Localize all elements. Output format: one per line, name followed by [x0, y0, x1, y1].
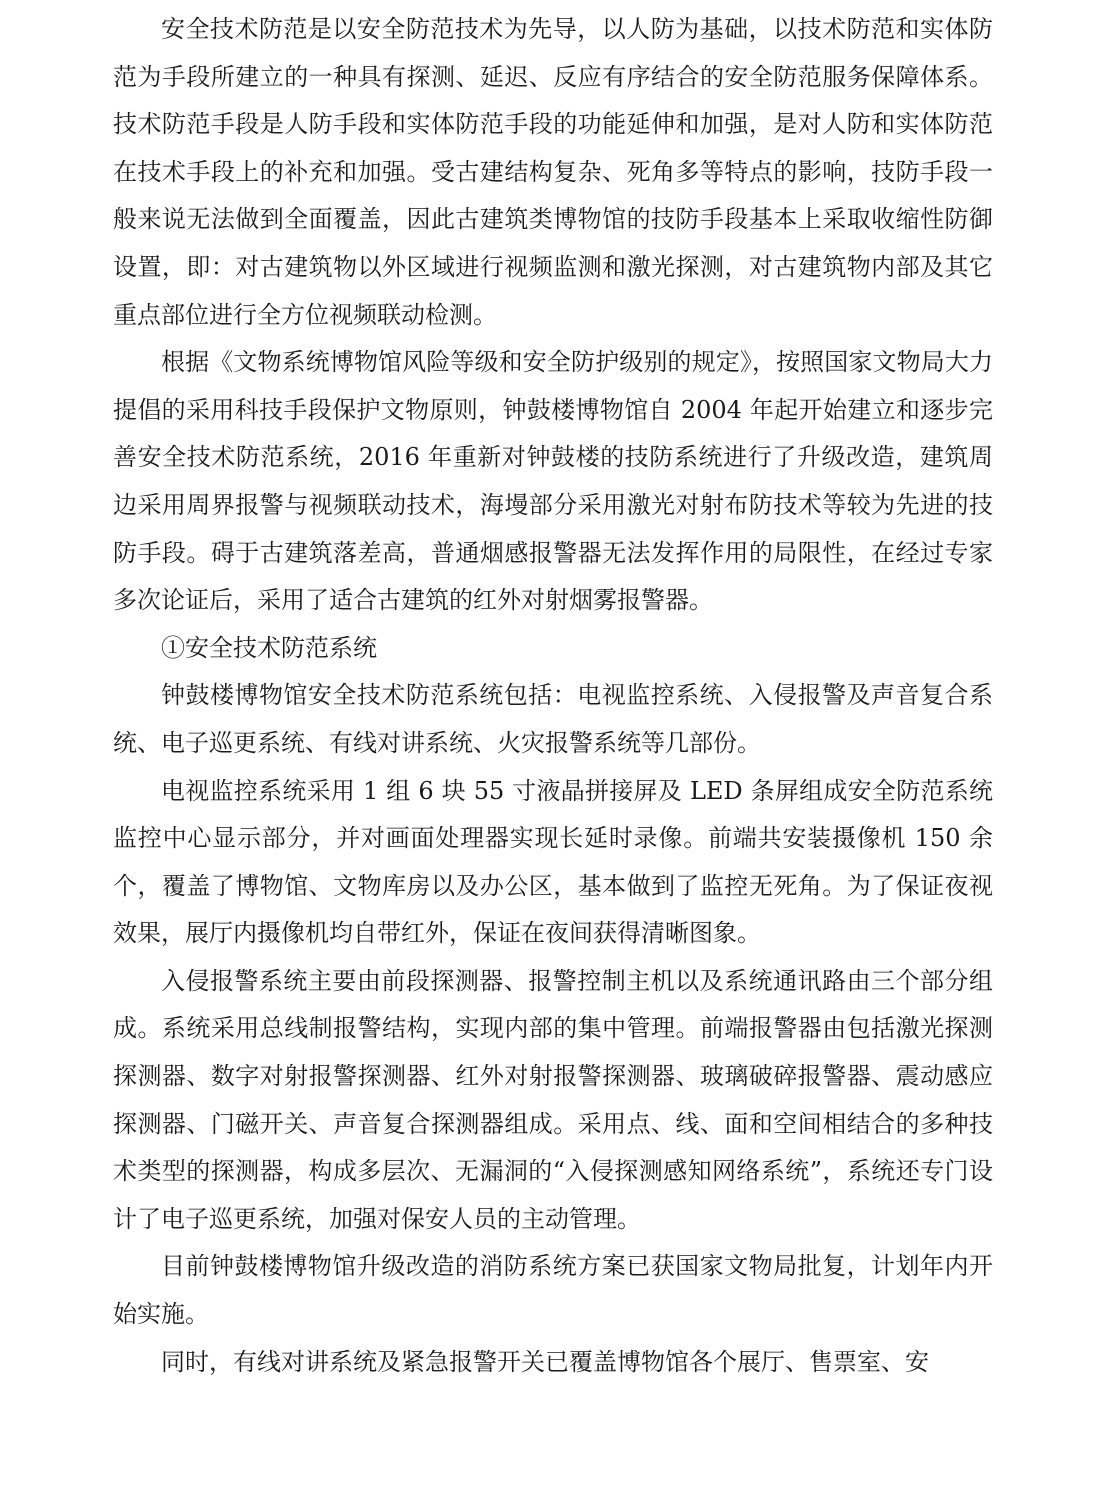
- paragraph-intercom-alarm: 同时，有线对讲系统及紧急报警开关已覆盖博物馆各个展厅、售票室、安: [161, 1347, 929, 1376]
- paragraph-video-monitoring: 电视监控系统采用 1 组 6 块 55 寸液晶拼接屏及 LED 条屏组成安全防范系统监控中心显示部分，并对画面处理器实现长延时录像。前端共安装摄像机 150 余个，覆盖了博物馆、文物库房以及办公区，基本做到了监控无死角。为了保证夜视效果，展厅内摄像机均自带红外，保证在夜间获得清晰图象。: [113, 776, 993, 948]
- paragraph-intro-security-tech: 安全技术防范是以安全防范技术为先导，以人防为基础，以技术防范和实体防范为手段所建立的一种具有探测、延迟、反应有序结合的安全防范服务保障体系。技术防范手段是人防手段和实体防范手段的功能延伸和加强，是对人防和实体防范在技术手段上的补充和加强。受古建结构复杂、死角多等特点的影响，技防手段一般来说无法做到全面覆盖，因此古建筑类博物馆的技防手段基本上采取收缩性防御设置，即：对古建筑物以外区域进行视频监测和激光探测，对古建筑物内部及其它重点部位进行全方位视频联动检测。: [113, 15, 993, 329]
- paragraph-fire-system-plan: 目前钟鼓楼博物馆升级改造的消防系统方案已获国家文物局批复，计划年内开始实施。: [113, 1252, 993, 1329]
- section-heading-security-system: ①安全技术防范系统: [161, 633, 377, 662]
- paragraph-regulation-history: 根据《文物系统博物馆风险等级和安全防护级别的规定》，按照国家文物局大力提倡的采用科技手段保护文物原则，钟鼓楼博物馆自 2004 年起开始建立和逐步完善安全技术防范系统，2016 年重新对钟鼓楼的技防系统进行了升级改造，建筑周边采用周界报警与视频联动技术，海墁部分采用激光对射布防技术等较为先进的技防手段。碍于古建筑落差高，普通烟感报警器无法发挥作用的局限性，在经过专家多次论证后，采用了适合古建筑的红外对射烟雾报警器。: [113, 348, 993, 615]
- paragraph-intrusion-alarm: 入侵报警系统主要由前段探测器、报警控制主机以及系统通讯路由三个部分组成。系统采用总线制报警结构，实现内部的集中管理。前端报警器由包括激光探测探测器、数字对射报警探测器、红外对射报警探测器、玻璃破碎报警器、震动感应探测器、门磁开关、声音复合探测器组成。采用点、线、面和空间相结合的多种技术类型的探测器，构成多层次、无漏洞的“入侵探测感知网络系统”，系统还专门设计了电子巡更系统，加强对保安人员的主动管理。: [113, 966, 993, 1233]
- paragraph-system-components: 钟鼓楼博物馆安全技术防范系统包括：电视监控系统、入侵报警及声音复合系统、电子巡更系统、有线对讲系统、火灾报警系统等几部份。: [113, 681, 993, 757]
- document-page: [113, 6, 993, 1386]
